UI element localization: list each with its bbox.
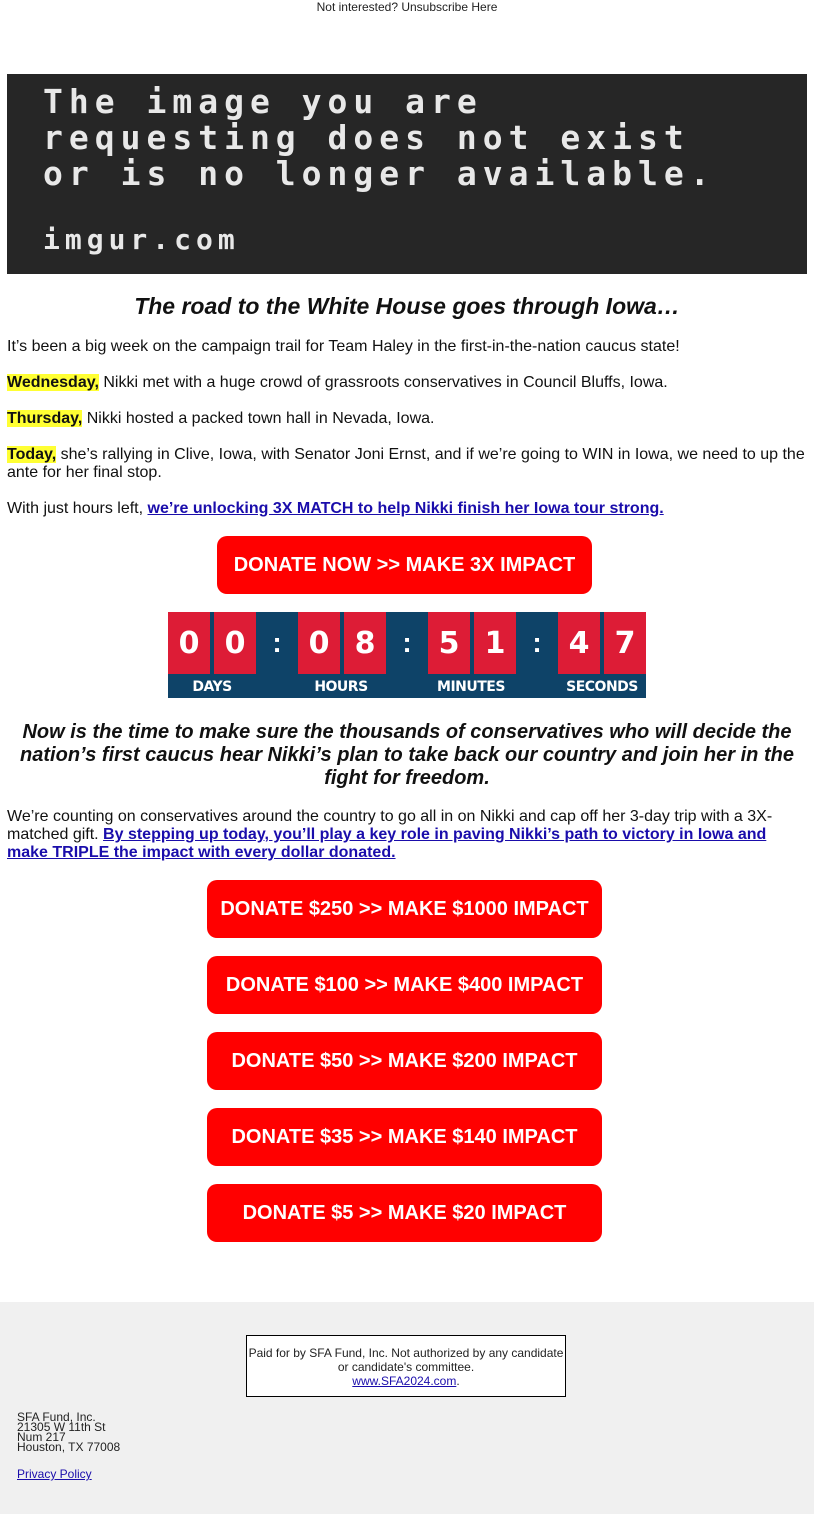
site-link[interactable]: www.SFA2024.com [352,1374,457,1388]
address-line: Num 217 [17,1430,66,1444]
timer-label-minutes: MINUTES [437,679,505,695]
hero-message [43,84,716,192]
timer-digit: 5 [428,612,470,674]
hero-line-1: The image you are [43,82,483,121]
subheadline: Now is the time to make sure the thousands of conservatives who will decide the nation’s first caucus hear Nikki’s plan to take back our country and join her in the fight for freedom. [20,721,794,789]
site-period: . [456,1374,460,1388]
hero-line-3: or is no longer available. [43,154,716,193]
match-paragraph [7,500,807,518]
timer-digit: 8 [344,612,386,674]
update-thursday [7,410,807,428]
footer [0,1302,814,1514]
day-highlight: Wednesday, [7,374,99,391]
timer-digit: 4 [558,612,600,674]
timer-label-hours: HOURS [314,679,368,695]
timer-label-days: DAYS [192,679,232,695]
unsubscribe-notice [0,0,814,14]
hero-image-placeholder [7,74,807,274]
timer-digit: 0 [168,612,210,674]
update-text: Nikki met with a huge crowd of grassroots conservatives in Council Bluffs, Iowa. [98,374,668,391]
paid-for-text: Paid for by SFA Fund, Inc. Not authorized by any candidate or candidate's committee. [248,1346,564,1374]
unsubscribe-link[interactable]: Not interested? Unsubscribe Here [316,0,498,14]
intro-paragraph: It’s been a big week on the campaign trail for Team Haley in the first-in-the-nation caucus state! [7,338,680,355]
update-text: she’s rallying in Clive, Iowa, with Senator Joni Ernst, and if we’re going to WIN in Iowa, we need to up the ante for her final stop. [7,446,805,481]
headline: The road to the White House goes through Iowa… [134,293,680,319]
timer-digit: 7 [604,612,646,674]
donate-5-button[interactable]: DONATE $5 >> MAKE $20 IMPACT [207,1184,602,1242]
match-text: With just hours left, [7,500,148,517]
timer-digit: 1 [474,612,516,674]
donate-100-button[interactable]: DONATE $100 >> MAKE $400 IMPACT [207,956,602,1014]
appeal-link[interactable]: By stepping up today, you’ll play a key role in paving Nikki’s path to victory in Iowa and make TRIPLE the impact with every dollar donated. [7,826,767,861]
day-highlight: Thursday, [7,410,83,427]
mailing-address [17,1412,120,1452]
appeal-paragraph [7,808,807,862]
update-today [7,446,807,482]
privacy-policy-link[interactable]: Privacy Policy [17,1467,92,1481]
donate-35-button[interactable]: DONATE $35 >> MAKE $140 IMPACT [207,1108,602,1166]
day-highlight: Today, [7,446,57,463]
update-text: Nikki hosted a packed town hall in Nevada, Iowa. [82,410,435,427]
hero-site: imgur.com [43,223,240,256]
address-line: SFA Fund, Inc. [17,1410,96,1424]
countdown-timer [168,612,646,698]
timer-label-seconds: SECONDS [566,679,638,695]
timer-digit: 0 [298,612,340,674]
donate-50-button[interactable]: DONATE $50 >> MAKE $200 IMPACT [207,1032,602,1090]
timer-colon: : [532,627,542,658]
appeal-text: We’re counting on conservatives around the country to go all in on Nikki and cap off her 3-day trip with a 3X-matched gift. [7,808,773,843]
address-line: 21305 W 11th St [17,1420,106,1434]
donate-now-button[interactable]: DONATE NOW >> MAKE 3X IMPACT [217,536,592,594]
update-wednesday [7,374,807,392]
timer-colon: : [402,627,412,658]
timer-digit: 0 [214,612,256,674]
donate-250-button[interactable]: DONATE $250 >> MAKE $1000 IMPACT [207,880,602,938]
match-link[interactable]: we’re unlocking 3X MATCH to help Nikki finish her Iowa tour strong. [147,500,664,517]
site-line [247,1374,565,1388]
timer-colon: : [272,627,282,658]
address-line: Houston, TX 77008 [17,1440,121,1454]
hero-line-2: requesting does not exist [43,118,690,157]
paid-for-disclaimer [246,1335,566,1397]
